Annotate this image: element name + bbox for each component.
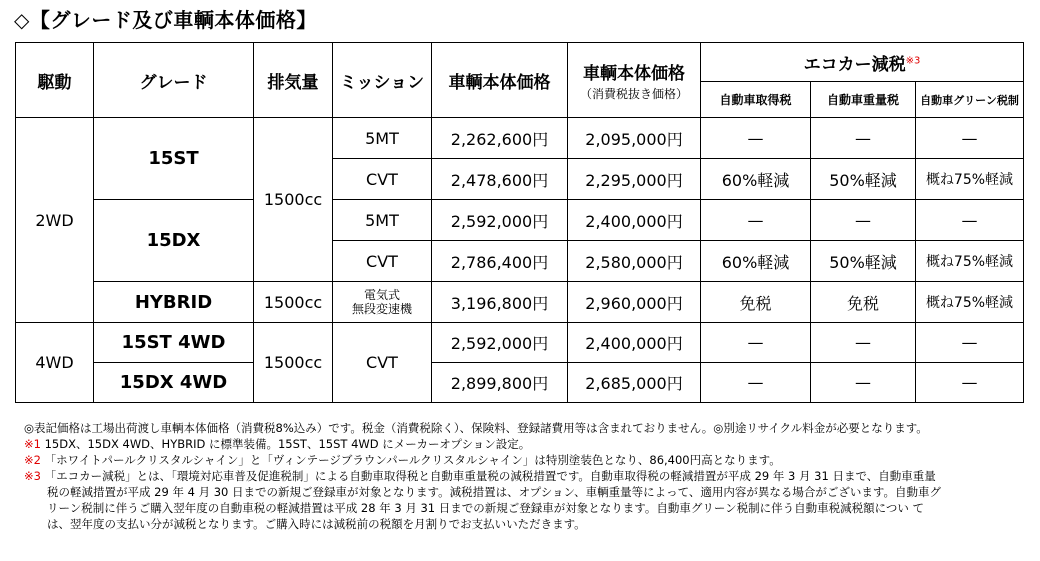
mission-cell: 5MT [333, 200, 432, 241]
price-ex-tax-cell: 2,580,000円 [568, 241, 701, 282]
price-ex-tax-cell: 2,095,000円 [568, 118, 701, 159]
footnote-general: ◎表記価格は工場出荷渡し車輌本体価格（消費税8%込み）です。税金（消費税除く）、保険料、登録諸費用等は含まれておりません。◎別途リサイクル料金が必要となります。 [24, 421, 928, 435]
header-eco-label: エコカー減税 [803, 54, 906, 75]
mission-cell: CVT [333, 159, 432, 200]
header-weight-tax: 自動車重量税 [811, 82, 916, 118]
price-cell: 2,899,800円 [432, 363, 568, 403]
weight-tax-cell: — [811, 118, 916, 159]
green-tax-cell: 概ね75%軽減 [916, 159, 1024, 200]
header-grade: グレード [94, 43, 254, 118]
footnote-1 [24, 436, 1029, 452]
header-row [16, 43, 1024, 82]
header-price-ex-tax-sub: （消費税抜き価格） [579, 86, 688, 101]
price-cell: 2,478,600円 [432, 159, 568, 200]
header-price-ex-tax-label: 車輌本体価格 [583, 63, 685, 84]
table-row [16, 200, 1024, 241]
green-tax-cell: — [916, 363, 1024, 403]
footnote-2-mark: ※2 [24, 453, 41, 467]
footnote-3-mark: ※3 [24, 469, 41, 483]
weight-tax-cell: 50%軽減 [811, 241, 916, 282]
header-acq-tax: 自動車取得税 [701, 82, 811, 118]
mission-cell: CVT [333, 241, 432, 282]
price-cell: 2,786,400円 [432, 241, 568, 282]
footnote-1-mark: ※1 [24, 437, 41, 451]
mission-line-1: 電気式 [363, 288, 400, 302]
green-tax-cell: — [916, 323, 1024, 363]
acq-tax-cell: — [701, 200, 811, 241]
green-tax-cell: — [916, 200, 1024, 241]
weight-tax-cell: 50%軽減 [811, 159, 916, 200]
displacement-cell: 1500cc [254, 282, 333, 323]
green-tax-cell: 概ね75%軽減 [916, 241, 1024, 282]
price-ex-tax-cell: 2,295,000円 [568, 159, 701, 200]
grade-15dx-4wd: 15DX 4WD [94, 363, 254, 403]
header-drive: 駆動 [16, 43, 94, 118]
grade-15st: 15ST [94, 118, 254, 200]
weight-tax-cell: 免税 [811, 282, 916, 323]
acq-tax-cell: 60%軽減 [701, 159, 811, 200]
footnote-2 [24, 452, 1029, 468]
table-row [16, 118, 1024, 159]
footnote-3-line-3: リーン税制に伴うご購入翌年度の自動車税の軽減措置は平成 28 年 3 月 31 日までの新規ご登録車が対象となります。自動車グリーン税制に伴う自動車税減税額につい て [47, 501, 925, 515]
header-mission: ミッション [333, 43, 432, 118]
page-title: ◇【グレード及び車輌本体価格】 [14, 8, 317, 32]
mission-line-2: 無段変速機 [351, 302, 412, 316]
header-eco [701, 43, 1024, 82]
header-price-ex-tax [568, 43, 701, 118]
mission-cell: CVT [333, 323, 432, 403]
price-cell: 3,196,800円 [432, 282, 568, 323]
displacement-cell: 1500cc [254, 323, 333, 403]
acq-tax-cell: — [701, 323, 811, 363]
displacement-cell: 1500cc [254, 118, 333, 282]
price-ex-tax-cell: 2,685,000円 [568, 363, 701, 403]
header-price: 車輌本体価格 [432, 43, 568, 118]
footnote-2-text: 「ホワイトパールクリスタルシャイン」と「ヴィンテージブラウンパールクリスタルシャイン」は特別塗装色となり、86,400円高となります。 [40, 453, 781, 467]
table-row [16, 363, 1024, 403]
green-tax-cell: 概ね75%軽減 [916, 282, 1024, 323]
header-displacement: 排気量 [254, 43, 333, 118]
acq-tax-cell: — [701, 363, 811, 403]
mission-cell [333, 282, 432, 323]
mission-cell: 5MT [333, 118, 432, 159]
footnotes [24, 420, 1029, 532]
acq-tax-cell: 60%軽減 [701, 241, 811, 282]
price-cell: 2,592,000円 [432, 200, 568, 241]
price-ex-tax-cell: 2,960,000円 [568, 282, 701, 323]
table-row [16, 282, 1024, 323]
price-cell: 2,262,600円 [432, 118, 568, 159]
grade-15st-4wd: 15ST 4WD [94, 323, 254, 363]
price-ex-tax-cell: 2,400,000円 [568, 323, 701, 363]
table-row [16, 323, 1024, 363]
green-tax-cell: — [916, 118, 1024, 159]
header-eco-note-mark: ※3 [905, 54, 921, 66]
price-ex-tax-cell: 2,400,000円 [568, 200, 701, 241]
footnote-3-line-4: は、翌年度の支払い分が減税となります。ご購入時には減税前の税額を月割りでお支払いいただきます。 [47, 517, 586, 531]
weight-tax-cell: — [811, 200, 916, 241]
acq-tax-cell: 免税 [701, 282, 811, 323]
price-cell: 2,592,000円 [432, 323, 568, 363]
grade-15dx: 15DX [94, 200, 254, 282]
drive-2wd: 2WD [16, 118, 94, 323]
grade-hybrid: HYBRID [94, 282, 254, 323]
footnote-1-text: 15DX、15DX 4WD、HYBRID に標準装備。15ST、15ST 4WD にメーカーオプション設定。 [40, 437, 531, 451]
price-table [15, 42, 1024, 403]
drive-4wd: 4WD [16, 323, 94, 403]
weight-tax-cell: — [811, 323, 916, 363]
weight-tax-cell: — [811, 363, 916, 403]
header-green-tax: 自動車グリーン税制 [916, 82, 1024, 118]
footnote-3 [24, 468, 1029, 484]
footnote-3-text-1: 「エコカー減税」とは、「環境対応車普及促進税制」による自動車取得税と自動車重量税の減税措置です。自動車取得税の軽減措置が平成 29 年 3 月 31 日まで、自動車重量 [40, 469, 936, 483]
footnote-3-line-2: 税の軽減措置が平成 29 年 4 月 30 日までの新規ご登録車が対象となります。減税措置は、オプション、車輌重量等によって、適用内容が異なる場合がございます。自動車グ [47, 485, 941, 499]
acq-tax-cell: — [701, 118, 811, 159]
